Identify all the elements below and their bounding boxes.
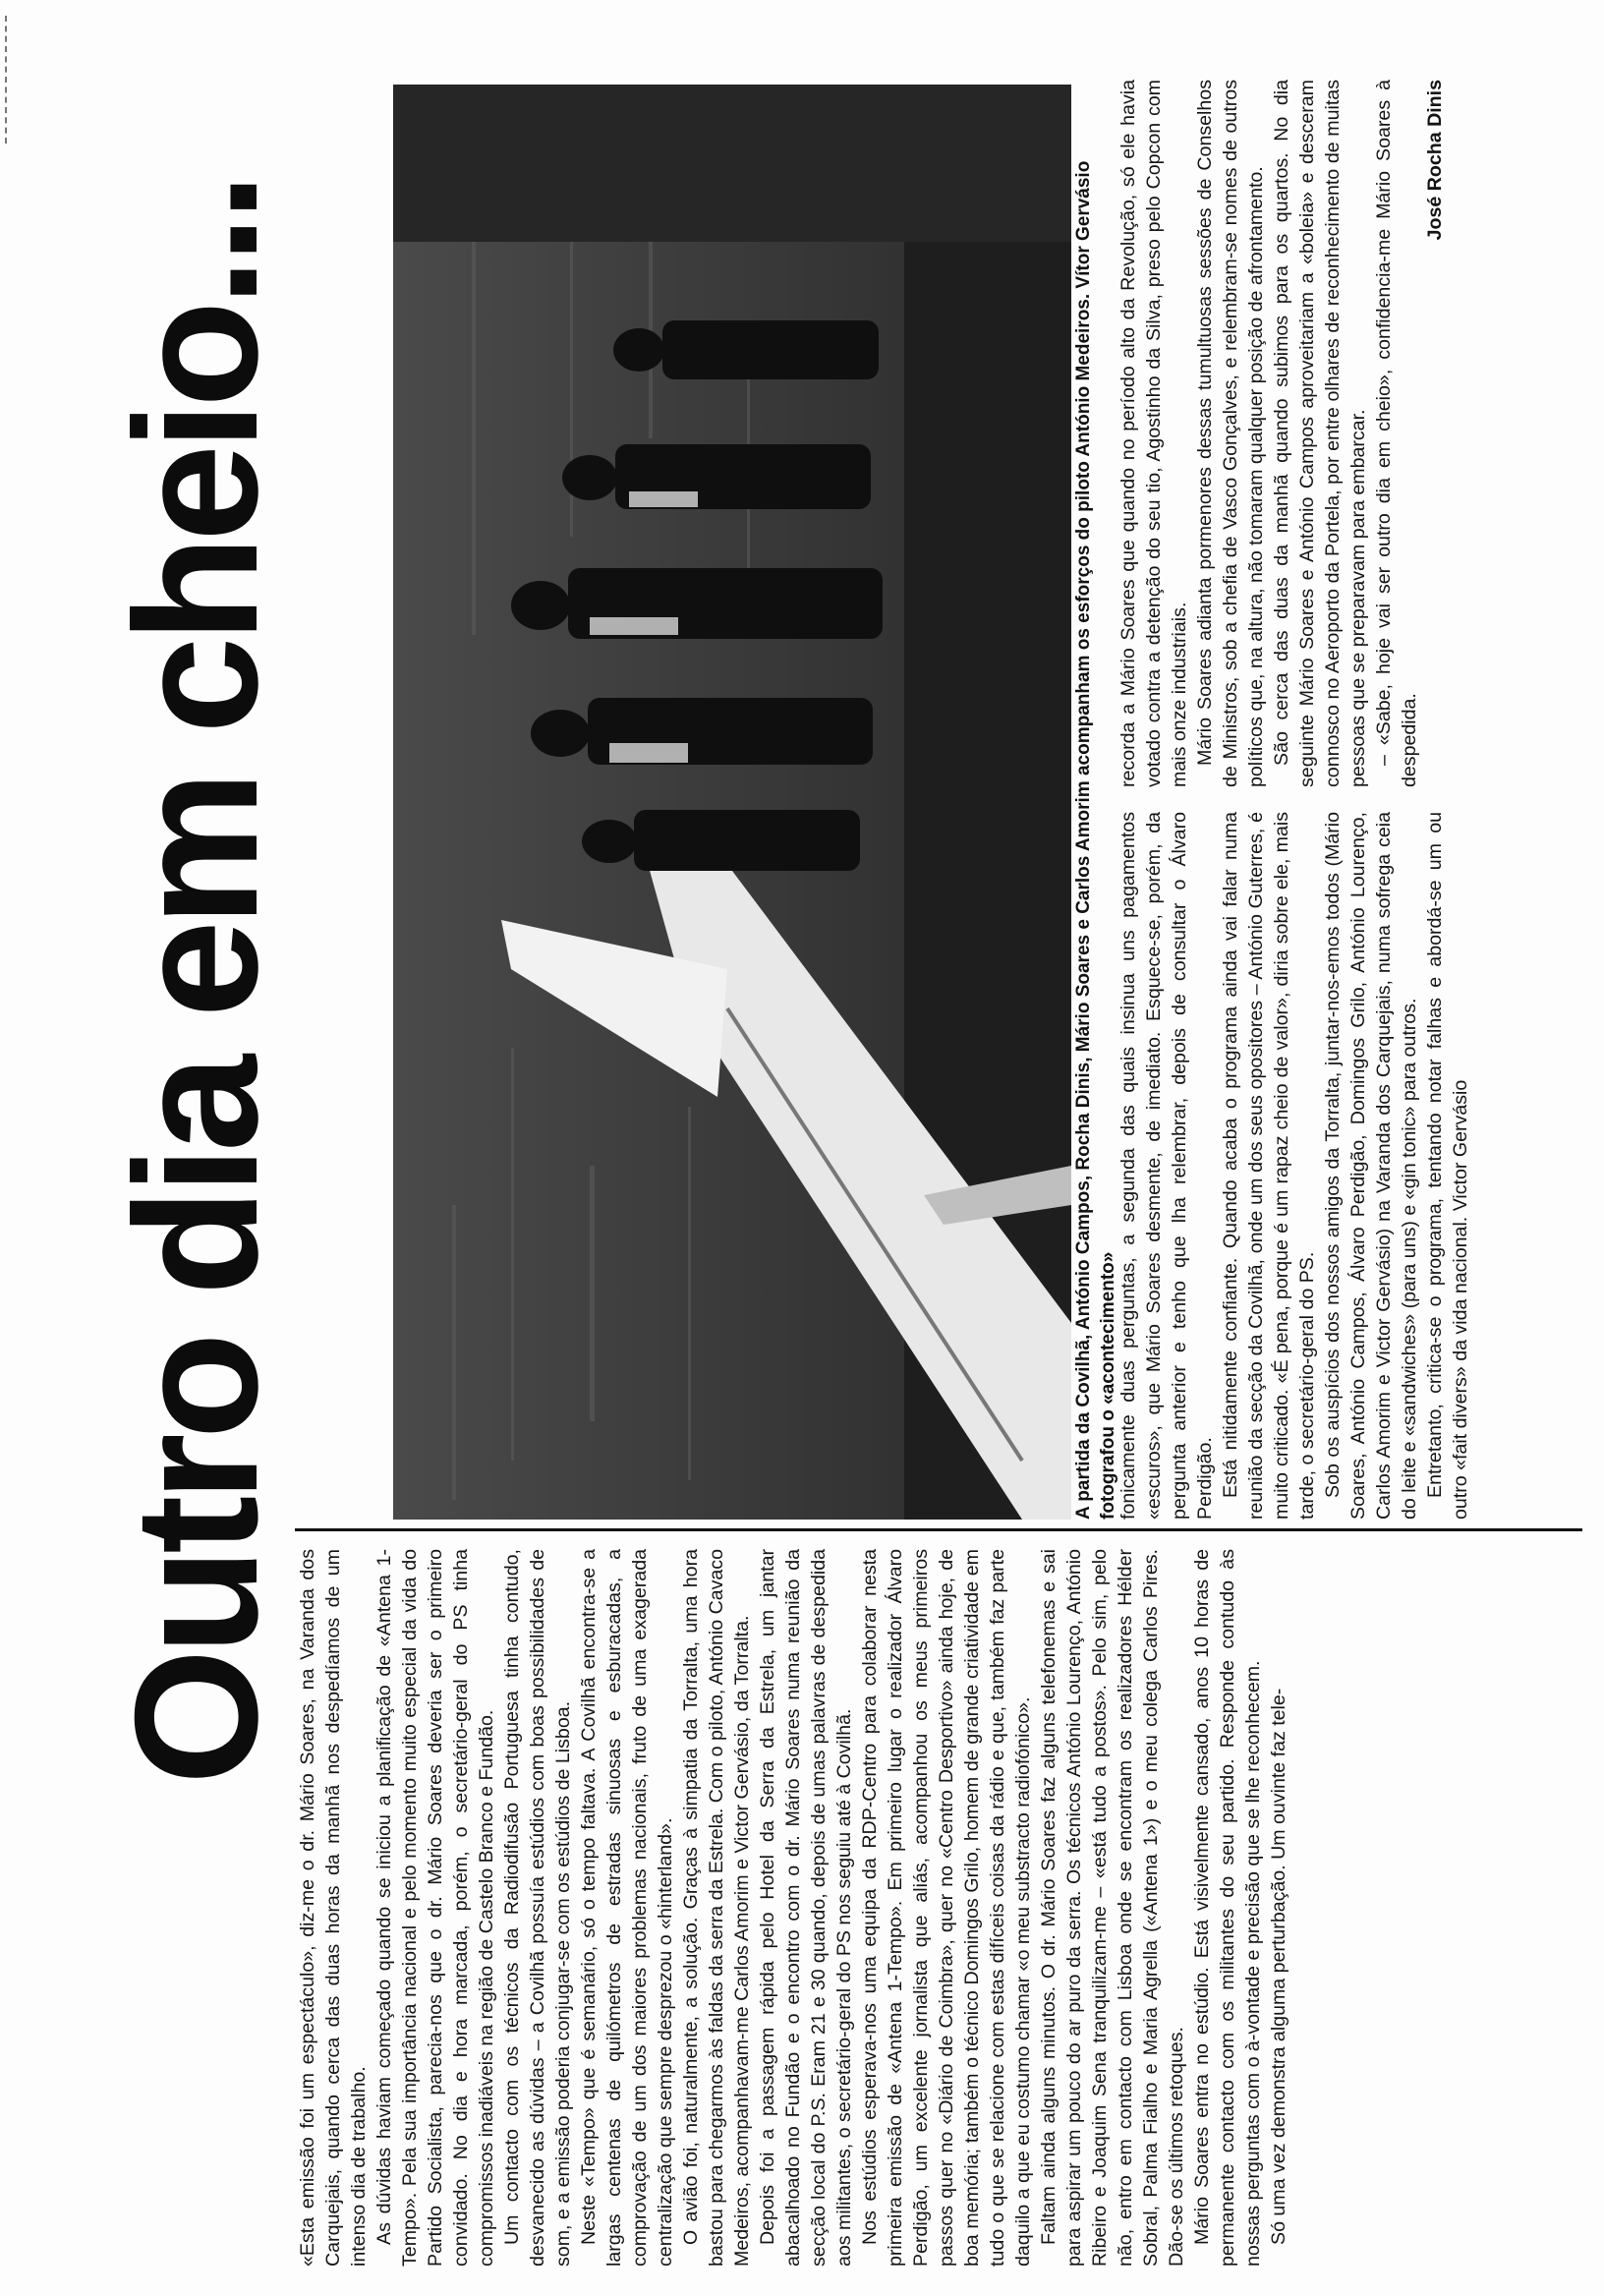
article-column-2 bbox=[1116, 812, 1577, 1520]
paragraph: Depois foi a passagem rápida pelo Hotel da Serra da Estrela, um jantar abacalhoado no Fundão e o encontro com o dr. Mário Soares numa reunião da secção local do P.S. Eram 21 e 30 quando, depois de umas palavras de despedida aos militantes, o secretário-geral do PS nos seguiu até à Covilhã. bbox=[757, 1549, 855, 2267]
paragraph: Nos estúdios esperava-nos uma equipa da RDP-Centro para colaborar nesta primeira emissão de «Antena 1-Tempo». Em primeiro lugar o realizador Álvaro Perdigão, um excelente jornalista que aliás, acompanhou os meus primeiros passos quer no «Diário de Coimbra», quer no «Centro Desportivo» ainda hoje, de boa memória; também o técnico Domingos Grilo, homem de grande criatividade em tudo o que se relacione com estas difíceis coisas da rádio e que, também faz parte daquilo a que eu costumo chamar «o meu substracto radiofónico». bbox=[859, 1549, 1034, 2267]
paragraph: Mário Soares entra no estúdio. Está visivelmente cansado, anos 10 horas de permanente contacto com os militantes do seu partido. Responde contudo às nossas perguntas com o à-vontade e precisão que se lhe reconhecem. bbox=[1191, 1549, 1264, 2267]
paragraph: Neste «Tempo» que é semanário, só o tempo faltava. A Covilhã encontra-se a largas centenas de quilómetros de estradas sinuosas e esburacadas, a comprovação de um dos maiores problemas nacionais, fruto de uma exagerada centralização que sempre desprezou o «hinterland». bbox=[578, 1549, 676, 2267]
paragraph: fonicamente duas perguntas, a segunda das quais insinua uns pagamentos «escuros», que Mário Soares desmente, de imediato. Esquece-se, porém, da pergunta anterior e tenho que lha relembrar, depois de consultar o Álvaro Perdigão. bbox=[1117, 812, 1216, 1520]
author-signature: José Rocha Dinis bbox=[1424, 80, 1446, 241]
paragraph: Está nitidamente confiante. Quando acaba o programa ainda vai falar numa reunião da secção da Covilhã, onde um dos seus opositores – António Guterres, é muito criticado. «É pena, porque é um rapaz cheio de valor», diria sobre ele, mais tarde, o secretário-geral do PS. bbox=[1220, 812, 1318, 1520]
paragraph: Um contacto com os técnicos da Radiodifusão Portuguesa tinha contudo, desvanecido as dúvidas – a Covilhã possuía estúdios com boas possibilidades de som, e a emissão poderia conjugar-se com os estúdios de Lisboa. bbox=[501, 1549, 574, 2267]
pen-mark bbox=[5, 16, 10, 144]
article-photo bbox=[393, 85, 1071, 1520]
paragraph: recorda a Mário Soares que quando no período alto da Revolução, só ele havia votado contra a detenção do seu tio, Agostinho da Silva, preso pelo Copcon com mais onze industriais. bbox=[1117, 80, 1190, 787]
paragraph: As dúvidas haviam começado quando se iniciou a planificação de «Antena 1-Tempo». Pela sua importância nacional e pelo momento muito especial da vida do Partido Socialista, parecia-nos que o dr. Mário Soares deveria ser o primeiro convidado. No dia e hora marcada, porém, o secretário-geral do PS tinha compromissos inadiáveis na região de Castelo Branco e Fundão. bbox=[373, 1549, 497, 2267]
paragraph: Só uma vez demonstra alguma perturbação. Um ouvinte faz tele- bbox=[1268, 1688, 1289, 2245]
article-column-3 bbox=[1116, 80, 1558, 787]
paragraph: – «Sabe, hoje vai ser outro dia em cheio», confidencia-me Mário Soares à despedida. bbox=[1373, 80, 1420, 787]
photo-airplane-people bbox=[393, 85, 1071, 1520]
paragraph: Mário Soares adianta pormenores dessas tumultuosas sessões de Conselhos de Ministros, sob a chefia de Vasco Gonçalves, e relembram-se nomes de outros políticos que, na altura, não tomaram qualquer posição de afrontamento. bbox=[1194, 80, 1267, 787]
headline: Outro dia em cheio... bbox=[98, 178, 294, 1785]
article-column-1 bbox=[295, 1549, 1573, 2267]
paragraph: Faltam ainda alguns minutos. O dr. Mário Soares faz alguns telefonemas e sai para aspirar um pouco do ar puro da serra. Os técnicos António Lourenço, António Ribeiro e Joaquim Sena tranquilizam-me – «está tudo a postos». Pelo sim, pelo não, entro em contacto com Lisboa onde se encontram os realizadores Hélder Sobral, Palma Fialho e Maria Agrella («Antena 1») e o meu colega Carlos Pires. Dão-se os últimos retoques. bbox=[1038, 1549, 1187, 2267]
column-rule bbox=[295, 1528, 1582, 1531]
photo-caption: A partida da Covilhã, António Campos, Rocha Dinis, Mário Soares e Carlos Amorim acompanham os esforços do piloto António Medeiros. Vítor Gervásio fotografou o «acontecimento» bbox=[1073, 160, 1118, 1520]
paragraph: São cerca das duas da manhã quando subimos para os quartos. No dia seguinte Mário Soares e António Campos aproveitariam a «boleia» e desceram connosco no Aeroporto da Portela, por entre olhares de reconhecimento de muitas pessoas que se preparavam para embarcar. bbox=[1271, 80, 1369, 787]
paragraph: Sob os auspícios dos nossos amigos da Torralta, juntar-nos-emos todos (Mário Soares, António Campos, Álvaro Perdigão, Domingos Grilo, António Lourenço, Carlos Amorim e Victor Gervásio) na Varanda dos Carquejais, numa sofrega ceia do leite e «sandwiches» (para uns) e «gin tonic» para outros. bbox=[1322, 812, 1420, 1520]
paragraph: Entretanto, critica-se o programa, tentando notar falhas e abordá-se um ou outro «fait divers» da vida nacional. Victor Gervásio bbox=[1424, 812, 1471, 1520]
paragraph: «Esta emissão foi um espectáculo», diz-me o dr. Mário Soares, na Varanda dos Carquejais, quando cerca das duas horas da manhã nos despedíamos de um intenso dia de trabalho. bbox=[297, 1549, 370, 2267]
paragraph: O avião foi, naturalmente, a solução. Graças à simpatia da Torralta, uma hora bastou para chegarmos às faldas da serra da Estrela. Com o piloto, António Cavaco Medeiros, acompanhavam-me Carlos Amorim e Victor Gervásio, da Torralta. bbox=[680, 1549, 753, 2267]
